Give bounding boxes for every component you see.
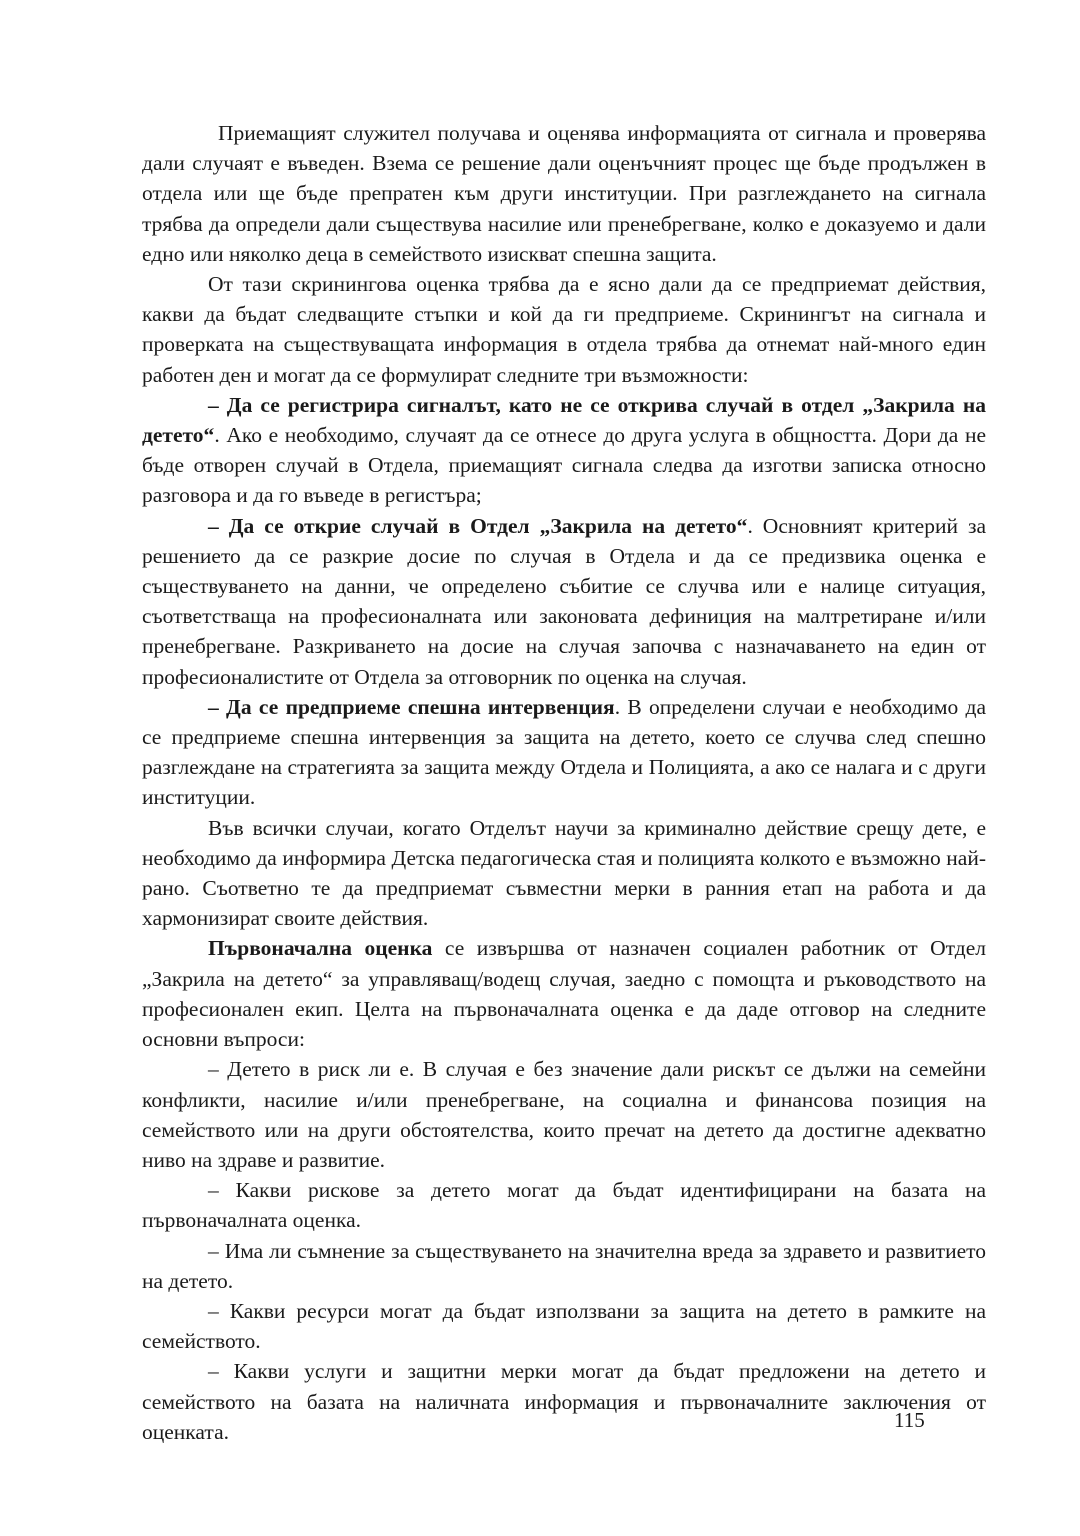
option-register-heading: – Да се регистрира сигналът, като не се открива случай в отдел „Закрила на детето“ — [142, 392, 986, 448]
question-services: – Какви услуги и защитни мерки могат да бъдат предложени на детето и семейството на базата на наличната информация и първоначалните заключения от оценката. — [142, 1359, 986, 1444]
question-resources: – Какви ресурси могат да бъдат използвани за защита на детето в рамките на семейството. — [142, 1298, 986, 1354]
question-significant-harm: – Има ли съмнение за съществуването на значителна вреда за здравето и развитието на детето. — [142, 1238, 986, 1293]
paragraph-option-open-case — [142, 511, 986, 692]
initial-assessment-text: се извършва от назначен социален работник от Отдел „Закрила на детето“ за управляващ/водещ случая, заедно с помощта и ръководството на професионален екип. Целта на първоначалната оценка е да даде отговор на следните основни въпроси: — [142, 936, 986, 1052]
initial-assessment-term: Първоначална оценка — [208, 936, 433, 961]
paragraph-initial-assessment — [142, 933, 986, 1054]
paragraph-intake: Приемащият служител получава и оценява информацията от сигнала и проверява дали случаят е въведен. Взема се решение дали оценъчният процес ще бъде продължен в отдела или ще бъде препратен към други институции. При разглеждането на сигнала трябва да определи дали съществува насилие или пренебрегване, колко е доказуемо и дали едно или няколко деца в семейството изискват спешна защита. — [142, 121, 986, 266]
option-urgent-heading: – Да се предприеме спешна интервенция — [208, 694, 615, 719]
option-urgent-text: . В определени случаи е необходимо да се предприеме спешна интервенция за защита на детето, което се случва след спешно разглеждане на стратегията за защита между Отдела и Полицията, а ако се налага и с други институции. — [142, 694, 986, 810]
option-register-text: . Ако е необходимо, случаят да се отнесе до друга услуга в общността. Дори да не бъде отворен случай в Отдела, приемащият сигнала следва да изготви записка относно разговора и да го въведе в регистъра; — [142, 423, 986, 508]
option-open-case-text: . Основният критерий за решението да се разкрие досие по случая в Отдела и да се предизвика оценка е съществуването на данни, че определено събитие се случва или е налице ситуация, съответстваща на професионалната или законовата дефиниция на малтретиране и/или пренебрегване. Разкриването на досие на случая започва с назначаването на един от професионалистите от Отдела за отговорник по оценка на случая. — [142, 513, 987, 689]
option-open-case-heading: – Да се открие случай в Отдел „Закрила на детето“ — [208, 513, 748, 538]
page-number: 115 — [894, 1408, 925, 1432]
page-body — [142, 118, 986, 1447]
paragraph-criminal-cases: Във всички случаи, когато Отделът научи за криминално действие срещу дете, е необходимо да информира Детска педагогическа стая и полицията колкото е възможно най-рано. Съответно те да предприемат съвместни мерки в ранния етап на работа и да хармонизират своите действия. — [142, 815, 986, 931]
paragraph-screening: От тази скринингова оценка трябва да е ясно дали да се предприемат действия, какви да бъдат следващите стъпки и кой да ги предприеме. Скринингът на сигнала и проверката на съществуващата информация в отдела трябва да отнемат най-много един работен ден и могат да се формулират следните три възможности: — [142, 272, 986, 387]
question-child-at-risk: – Детето в риск ли е. В случая е без значение дали рискът се дължи на семейни конфликти, насилие и/или пренебрегване, на социална и финансова позиция на семейството или на други обстоятелства, които пречат на детето да достигне адекватно ниво на здраве и развитие. — [142, 1057, 986, 1172]
paragraph-option-register — [142, 390, 986, 511]
question-risks: – Какви рискове за детето могат да бъдат идентифицирани на базата на първоначалната оценка. — [142, 1178, 986, 1233]
paragraph-option-urgent — [142, 692, 986, 813]
